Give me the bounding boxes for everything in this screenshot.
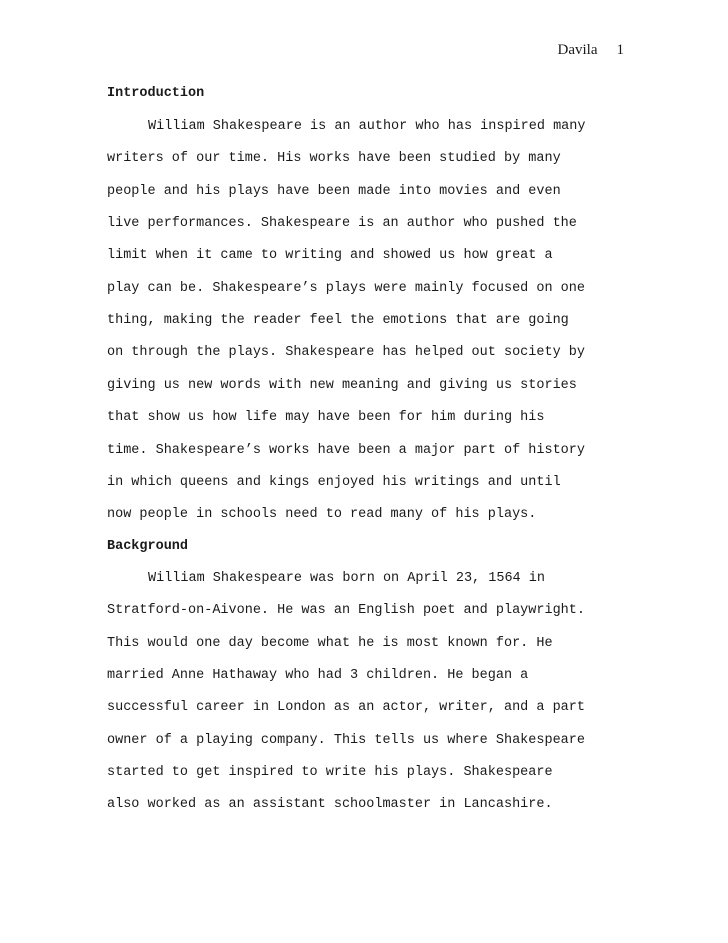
paragraph-line: Stratford-on-Aivone. He was an English poet and playwright. (107, 603, 585, 619)
paragraph-line: This would one day become what he is most known for. He (107, 635, 553, 651)
paragraph-line: on through the plays. Shakespeare has helped out society by (107, 345, 585, 361)
paragraph-line: writers of our time. His works have been studied by many (107, 151, 561, 167)
author-surname: Davila (557, 42, 598, 58)
page-number: 1 (616, 42, 624, 58)
paragraph-line: that show us how life may have been for him during his (107, 410, 545, 426)
paragraph-line: started to get inspired to write his plays. Shakespeare (107, 765, 553, 781)
paragraph-line: giving us new words with new meaning and giving us stories (107, 377, 577, 393)
paragraph-line: William Shakespeare was born on April 23, 1564 in (148, 571, 545, 586)
section-heading-background: Background (107, 539, 189, 554)
paragraph-line: play can be. Shakespeare’s plays were mainly focused on one (107, 280, 585, 296)
paragraph-line: owner of a playing company. This tells us where Shakespeare (107, 732, 585, 748)
paragraph-line: time. Shakespeare’s works have been a major part of history (107, 442, 585, 458)
section-heading-introduction: Introduction (107, 86, 205, 101)
paragraph-line: thing, making the reader feel the emotions that are going (107, 313, 569, 329)
paragraph-line: now people in schools need to read many of his plays. (107, 507, 537, 523)
paragraph-line: William Shakespeare is an author who has inspired many (148, 119, 586, 134)
paragraph-line: married Anne Hathaway who had 3 children. He began a (107, 668, 529, 684)
paragraph-line: successful career in London as an actor, writer, and a part (107, 700, 585, 716)
paragraph-line: limit when it came to writing and showed us how great a (107, 248, 553, 264)
paragraph-line: live performances. Shakespeare is an author who pushed the (107, 216, 577, 232)
paragraph-line: in which queens and kings enjoyed his writings and until (107, 474, 561, 490)
paragraph-line: people and his plays have been made into movies and even (107, 183, 561, 199)
paragraph-line: also worked as an assistant schoolmaster in Lancashire. (107, 797, 553, 813)
running-header (558, 41, 624, 59)
